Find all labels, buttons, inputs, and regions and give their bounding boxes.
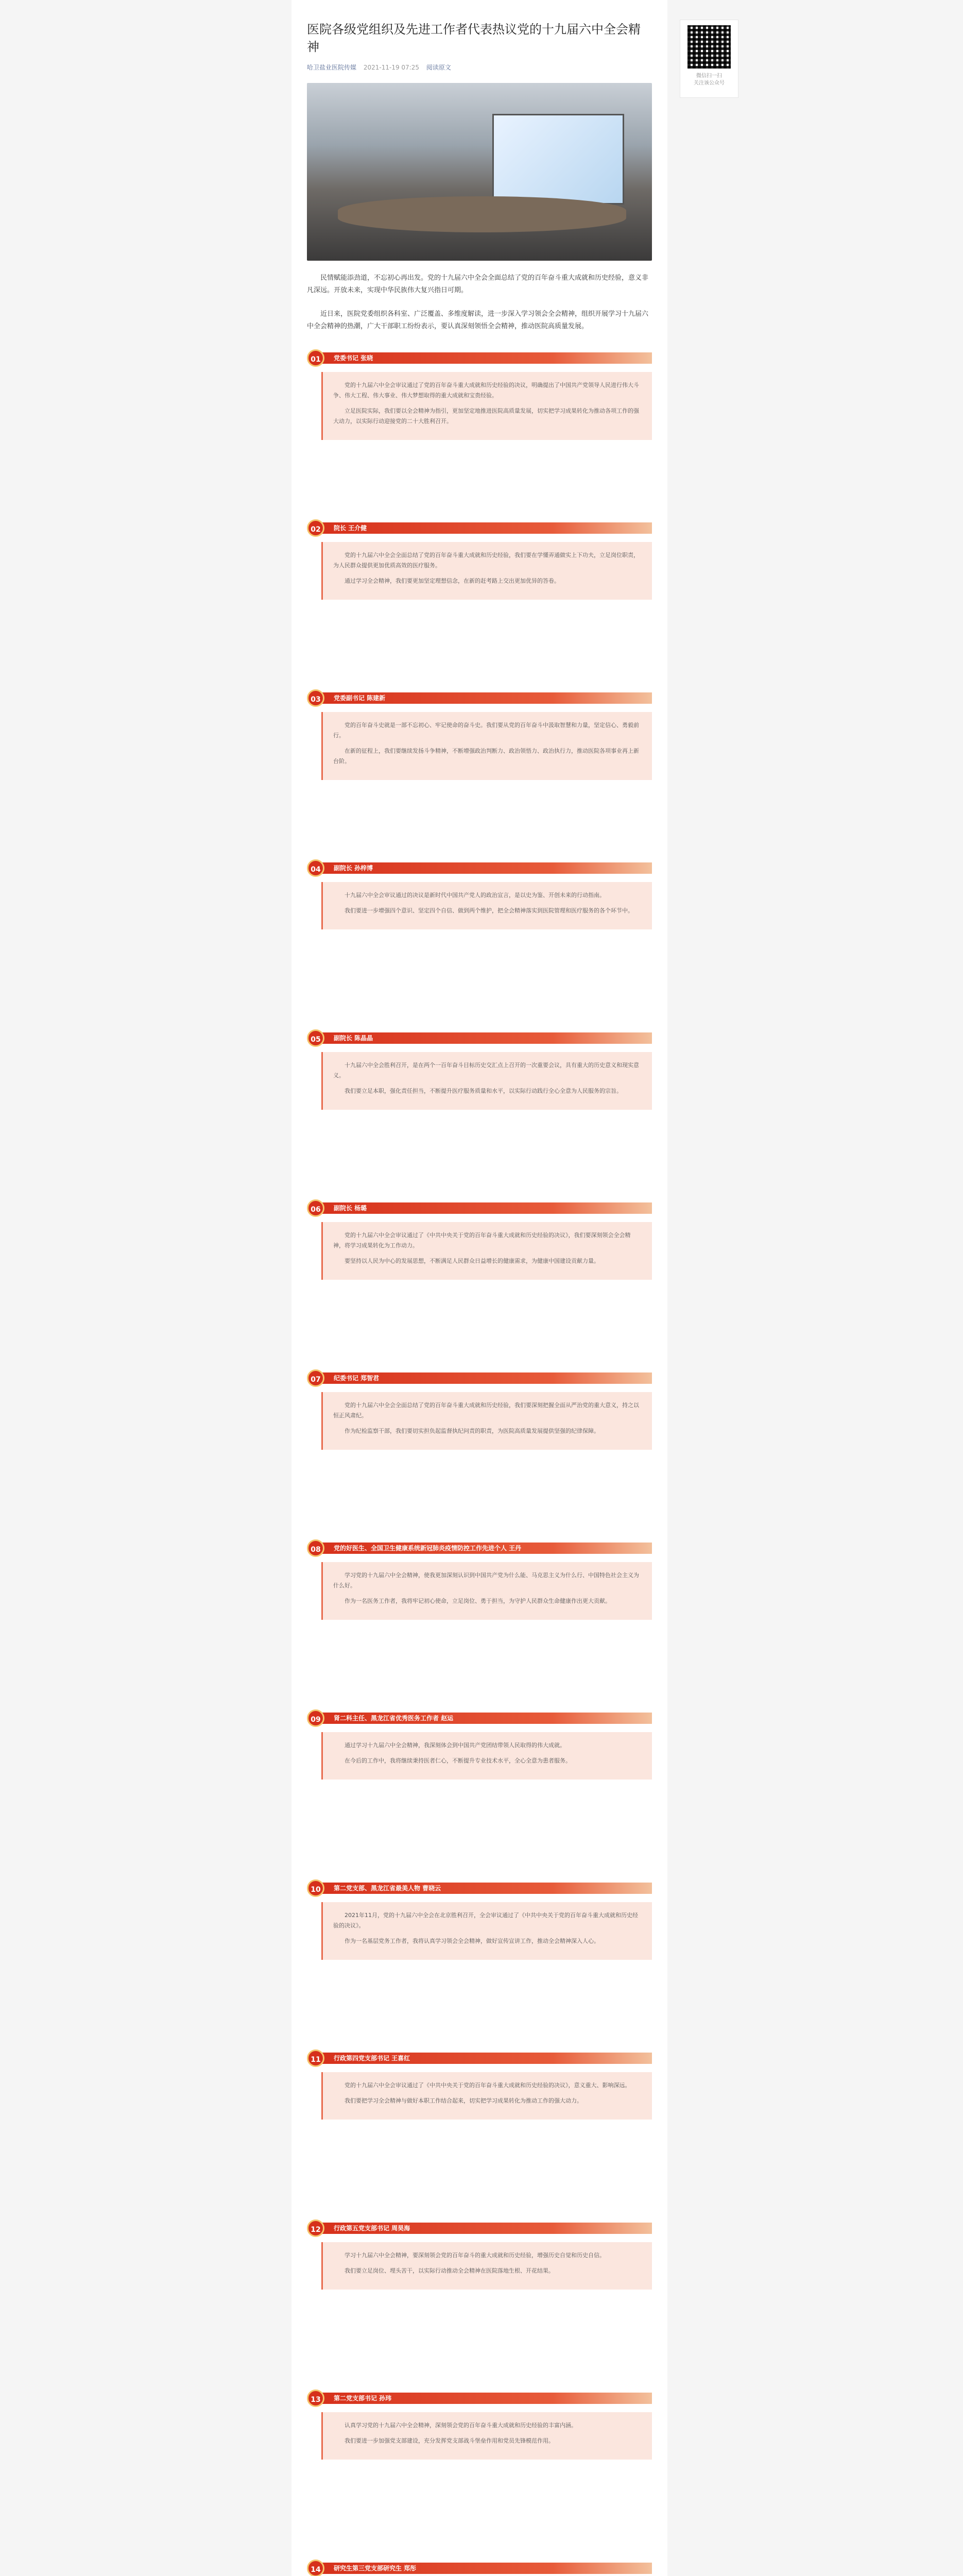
section-paragraph: 作为纪检监察干部，我们要切实担负起监督执纪问责的职责，为医院高质量发展提供坚强的纪律保障。 xyxy=(345,1428,599,1434)
section-paragraph: 作为一名医务工作者，我将牢记初心使命，立足岗位、勇于担当，为守护人民群众生命健康作出更大贡献。 xyxy=(345,1598,611,1604)
section-title-bar xyxy=(321,2393,652,2404)
section-number-badge: 14 xyxy=(307,2560,324,2576)
section-09 xyxy=(307,1708,652,1863)
section-title-bar xyxy=(321,2053,652,2064)
section-paragraph: 我们要立足本职，强化责任担当，不断提升医疗服务质量和水平，以实际行动践行全心全意为人民服务的宗旨。 xyxy=(345,1088,622,1094)
section-paragraph: 十九届六中全会审议通过的决议是新时代中国共产党人的政治宣言，是以史为鉴、开创未来的行动指南。 xyxy=(345,892,605,899)
section-title: 副院长 杨璐 xyxy=(334,1205,367,1212)
section-header xyxy=(307,1538,652,1559)
section-number-badge: 10 xyxy=(307,1879,324,1897)
section-paragraph: 党的十九届六中全会审议通过了党的百年奋斗重大成就和历史经验的决议，明确提出了中国共产党领导人民进行伟大斗争、伟大工程、伟大事业、伟大梦想取得的重大成就和宝贵经验。 xyxy=(333,382,639,399)
section-title-bar xyxy=(321,692,652,704)
section-number-badge: 12 xyxy=(307,2219,324,2237)
section-07 xyxy=(307,1368,652,1523)
section-title-bar xyxy=(321,2223,652,2234)
article-container xyxy=(291,0,667,2576)
section-body xyxy=(321,1052,652,1110)
article-date: 2021-11-19 07:25 xyxy=(363,64,419,71)
section-number-badge: 11 xyxy=(307,2049,324,2067)
section-05 xyxy=(307,1028,652,1183)
section-title-bar xyxy=(321,862,652,874)
section-header xyxy=(307,688,652,709)
section-10 xyxy=(307,1878,652,2033)
section-header xyxy=(307,1878,652,1899)
section-paragraph: 2021年11月，党的十九届六中全会在北京胜利召开，全会审议通过了《中共中央关于党的百年奋斗重大成就和历史经验的决议》。 xyxy=(333,1912,638,1929)
section-number-badge: 01 xyxy=(307,349,324,367)
section-title-bar xyxy=(321,2563,652,2574)
section-paragraph: 我们要进一步增强四个意识、坚定四个自信、做到两个维护，把全会精神落实到医院管理和医疗服务的各个环节中。 xyxy=(345,907,633,914)
section-paragraph: 要坚持以人民为中心的发展思想，不断满足人民群众日益增长的健康需求，为健康中国建设贡献力量。 xyxy=(345,1258,599,1264)
section-title: 副院长 陈晶晶 xyxy=(334,1035,373,1042)
qr-caption-1: 微信扫一扫 xyxy=(696,73,722,79)
section-body xyxy=(321,542,652,600)
section-paragraph: 我们要立足岗位、埋头苦干，以实际行动推动全会精神在医院落地生根、开花结果。 xyxy=(345,2267,554,2274)
section-number-badge: 05 xyxy=(307,1029,324,1047)
section-header xyxy=(307,2218,652,2239)
section-title-bar xyxy=(321,1202,652,1214)
section-body xyxy=(321,882,652,929)
section-01 xyxy=(307,348,652,503)
section-title: 肾二科主任、黑龙江省优秀医务工作者 赵运 xyxy=(334,1715,454,1722)
section-14 xyxy=(307,2558,652,2576)
section-title: 副院长 孙梓博 xyxy=(334,865,373,872)
section-number-badge: 13 xyxy=(307,2389,324,2407)
section-header xyxy=(307,2558,652,2576)
section-title: 院长 王介健 xyxy=(334,524,367,532)
section-title: 党的好医生、全国卫生健康系统新冠肺炎疫情防控工作先进个人 王丹 xyxy=(334,1545,522,1552)
section-number-badge: 08 xyxy=(307,1539,324,1557)
hero-photo xyxy=(307,83,652,261)
section-title: 研究生第三党支部研究生 郑彤 xyxy=(334,2565,417,2572)
section-header xyxy=(307,1368,652,1389)
section-paragraph: 我们要进一步加强党支部建设，充分发挥党支部战斗堡垒作用和党员先锋模范作用。 xyxy=(345,2437,554,2444)
section-title-bar xyxy=(321,1032,652,1044)
section-paragraph: 学习党的十九届六中全会精神，使我更加深刻认识到中国共产党为什么能、马克思主义为什么行、中国特色社会主义为什么好。 xyxy=(333,1572,639,1589)
section-paragraph: 党的百年奋斗史就是一部不忘初心、牢记使命的奋斗史。我们要从党的百年奋斗中汲取智慧和力量，坚定信心、勇毅前行。 xyxy=(333,722,639,739)
section-header xyxy=(307,858,652,879)
section-number-badge: 04 xyxy=(307,859,324,877)
section-paragraph: 党的十九届六中全会全面总结了党的百年奋斗重大成就和历史经验，我们要在学懂弄通做实上下功夫，立足岗位职责，为人民群众提供更加优质高效的医疗服务。 xyxy=(333,552,639,569)
section-paragraph: 学习十九届六中全会精神，要深刻领会党的百年奋斗的重大成就和历史经验，增强历史自觉和历史自信。 xyxy=(345,2252,605,2259)
section-body xyxy=(321,2072,652,2120)
article-title: 医院各级党组织及先进工作者代表热议党的十九届六中全会精神 xyxy=(307,22,641,54)
section-paragraph: 在新的征程上，我们要继续发扬斗争精神，不断增强政治判断力、政治领悟力、政治执行力，推动医院各项事业再上新台阶。 xyxy=(333,748,639,765)
qr-code-icon xyxy=(687,25,731,69)
intro-paragraph-2: 近日来，医院党委组织各科室、广泛覆盖、多维度解读，进一步深入学习领会全会精神，组织开展学习十九届六中全会精神的热潮，广大干部职工纷纷表示，要认真深刻领悟全会精神，推动医院高质量发展。 xyxy=(307,310,649,330)
section-number-badge: 06 xyxy=(307,1199,324,1217)
read-original-link[interactable]: 阅读原文 xyxy=(426,64,451,71)
section-02 xyxy=(307,518,652,673)
section-paragraph: 立足医院实际，我们要以全会精神为指引，更加坚定地推进医院高质量发展，切实把学习成果转化为推动各项工作的强大动力，以实际行动迎接党的二十大胜利召开。 xyxy=(333,408,639,425)
conference-table xyxy=(338,196,626,232)
section-title: 第二党支部书记 孙玮 xyxy=(334,2395,392,2402)
section-08 xyxy=(307,1538,652,1693)
section-title: 第二党支部、黑龙江省最美人物 曹晓云 xyxy=(334,1885,441,1892)
section-title-bar xyxy=(321,522,652,534)
section-header xyxy=(307,1198,652,1219)
section-number-badge: 09 xyxy=(307,1709,324,1727)
article-meta xyxy=(307,63,652,72)
section-header xyxy=(307,2048,652,2069)
section-title-bar xyxy=(321,1543,652,1554)
section-title-bar xyxy=(321,1713,652,1724)
section-title-bar xyxy=(321,1883,652,1894)
section-body xyxy=(321,1392,652,1450)
sections-list xyxy=(307,348,652,2576)
section-title: 行政第四党支部书记 王喜红 xyxy=(334,2055,410,2062)
section-paragraph: 通过学习十九届六中全会精神，我深刻体会到中国共产党团结带领人民取得的伟大成就。 xyxy=(345,1742,565,1749)
section-header xyxy=(307,348,652,369)
section-06 xyxy=(307,1198,652,1353)
section-body xyxy=(321,372,652,440)
qr-panel xyxy=(680,20,738,98)
section-header xyxy=(307,1028,652,1049)
section-body xyxy=(321,2412,652,2460)
section-body xyxy=(321,1732,652,1780)
section-04 xyxy=(307,858,652,1013)
section-body xyxy=(321,1902,652,1960)
section-12 xyxy=(307,2218,652,2373)
section-paragraph: 在今后的工作中，我将继续秉持医者仁心，不断提升专业技术水平，全心全意为患者服务。 xyxy=(345,1757,571,1764)
intro-paragraph-1: 民情赋能添劲道，不忘初心再出发。党的十九届六中全会全面总结了党的百年奋斗重大成就和历史经验，意义非凡深远。开放未来，实现中华民族伟大复兴指日可期。 xyxy=(307,274,649,294)
section-paragraph: 党的十九届六中全会审议通过了《中共中央关于党的百年奋斗重大成就和历史经验的决议》，意义重大、影响深远。 xyxy=(345,2082,631,2089)
article-source-link[interactable]: 哈卫盐业医院传媒 xyxy=(307,64,357,71)
section-paragraph: 通过学习全会精神，我们要更加坚定理想信念，在新的赶考路上交出更加优异的答卷。 xyxy=(345,578,560,584)
section-paragraph: 我们要把学习全会精神与做好本职工作结合起来，切实把学习成果转化为推动工作的强大动力。 xyxy=(345,2097,582,2104)
section-body xyxy=(321,1222,652,1280)
section-paragraph: 作为一名基层党务工作者，我将认真学习领会全会精神，做好宣传宣讲工作，推动全会精神深入人心。 xyxy=(345,1938,599,1944)
section-number-badge: 07 xyxy=(307,1369,324,1387)
section-number-badge: 02 xyxy=(307,519,324,537)
section-title-bar xyxy=(321,1372,652,1384)
section-header xyxy=(307,1708,652,1729)
section-paragraph: 党的十九届六中全会审议通过了《中共中央关于党的百年奋斗重大成就和历史经验的决议》，我们要深刻领会全会精神，将学习成果转化为工作动力。 xyxy=(333,1232,631,1249)
section-paragraph: 认真学习党的十九届六中全会精神，深刻领会党的百年奋斗重大成就和历史经验的丰富内涵。 xyxy=(345,2422,577,2429)
section-body xyxy=(321,2242,652,2290)
section-body xyxy=(321,712,652,780)
section-body xyxy=(321,1562,652,1620)
section-title: 纪委书记 郑智君 xyxy=(334,1375,380,1382)
section-title: 党委副书记 陈建新 xyxy=(334,694,386,702)
section-title: 行政第五党支部书记 周昊海 xyxy=(334,2225,410,2232)
section-number-badge: 03 xyxy=(307,689,324,707)
section-title: 党委书记 张晓 xyxy=(334,354,373,362)
section-paragraph: 党的十九届六中全会全面总结了党的百年奋斗重大成就和历史经验，我们要深刻把握全面从严治党的重大意义，持之以恒正风肃纪。 xyxy=(333,1402,639,1419)
section-13 xyxy=(307,2388,652,2543)
section-11 xyxy=(307,2048,652,2203)
section-title-bar xyxy=(321,352,652,364)
section-header xyxy=(307,2388,652,2409)
section-paragraph: 十九届六中全会胜利召开，是在两个一百年奋斗目标历史交汇点上召开的一次重要会议，具有重大的历史意义和现实意义。 xyxy=(333,1062,639,1079)
article-content xyxy=(291,0,667,2576)
qr-caption-2: 关注该公众号 xyxy=(694,80,725,86)
projection-screen xyxy=(492,114,624,205)
section-header xyxy=(307,518,652,539)
section-03 xyxy=(307,688,652,843)
